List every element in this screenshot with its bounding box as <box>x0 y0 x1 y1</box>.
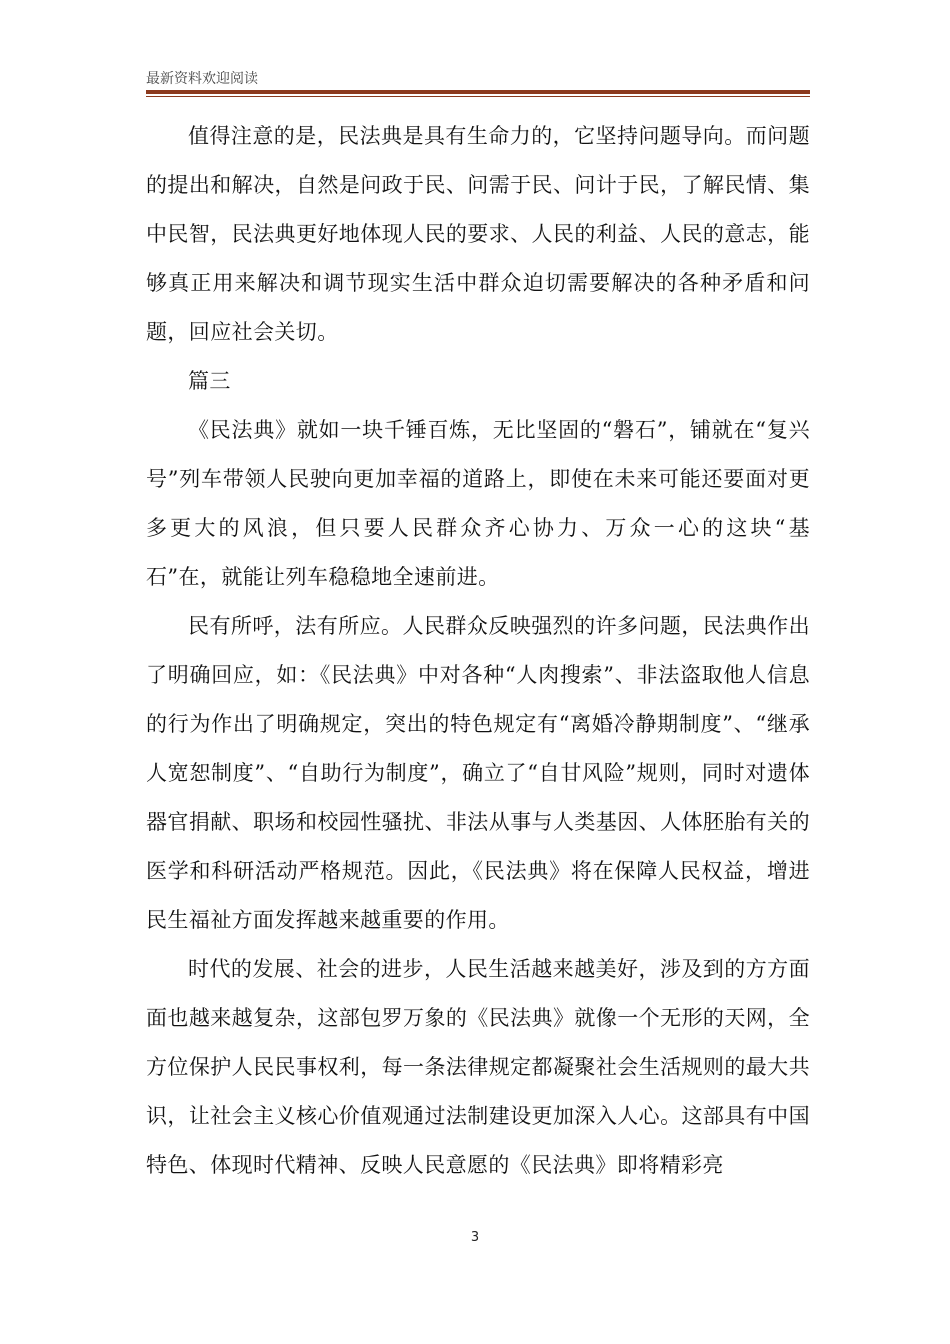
section-heading: 篇三 <box>188 369 231 393</box>
header-rule-thin <box>146 96 810 97</box>
paragraph: 民有所呼，法有所应。人民群众反映强烈的许多问题，民法典作出了明确回应，如：《民法典》中对各种“人肉搜索”、非法盗取他人信息的行为作出了明确规定，突出的特色规定有“离婚冷静期制度”、“继承人宽恕制度”、“自助行为制度”，确立了“自甘风险”规则，同时对遗体器官捐献、职场和校园性骚扰、非法从事与人类基因、人体胚胎有关的医学和科研活动严格规范。因此，《民法典》将在保障人民权益，增进民生福祉方面发挥越来越重要的作用。 <box>146 614 810 932</box>
paragraph: 时代的发展、社会的进步，人民生活越来越美好，涉及到的方方面面也越来越复杂，这部包罗万象的《民法典》就像一个无形的天网，全方位保护人民民事权利，每一条法律规定都凝聚社会生活规则的最大共识，让社会主义核心价值观通过法制建设更加深入人心。这部具有中国特色、体现时代精神、反映人民意愿的《民法典》即将精彩亮 <box>146 957 810 1177</box>
page-number: 3 <box>470 1230 480 1245</box>
body-content <box>146 112 810 1190</box>
paragraph: 《民法典》就如一块千锤百炼，无比坚固的“磐石”，铺就在“复兴号”列车带领人民驶向更加幸福的道路上，即使在未来可能还要面对更多更大的风浪，但只要人民群众齐心协力、万众一心的这块“基石”在，就能让列车稳稳地全速前进。 <box>146 418 810 589</box>
header-rule-thick <box>146 90 810 94</box>
page-header: 最新资料欢迎阅读 <box>146 71 258 87</box>
paragraph: 值得注意的是，民法典是具有生命力的，它坚持问题导向。而问题的提出和解决，自然是问政于民、问需于民、问计于民，了解民情、集中民智，民法典更好地体现人民的要求、人民的利益、人民的意志，能够真正用来解决和调节现实生活中群众迫切需要解决的各种矛盾和问题，回应社会关切。 <box>146 124 810 344</box>
